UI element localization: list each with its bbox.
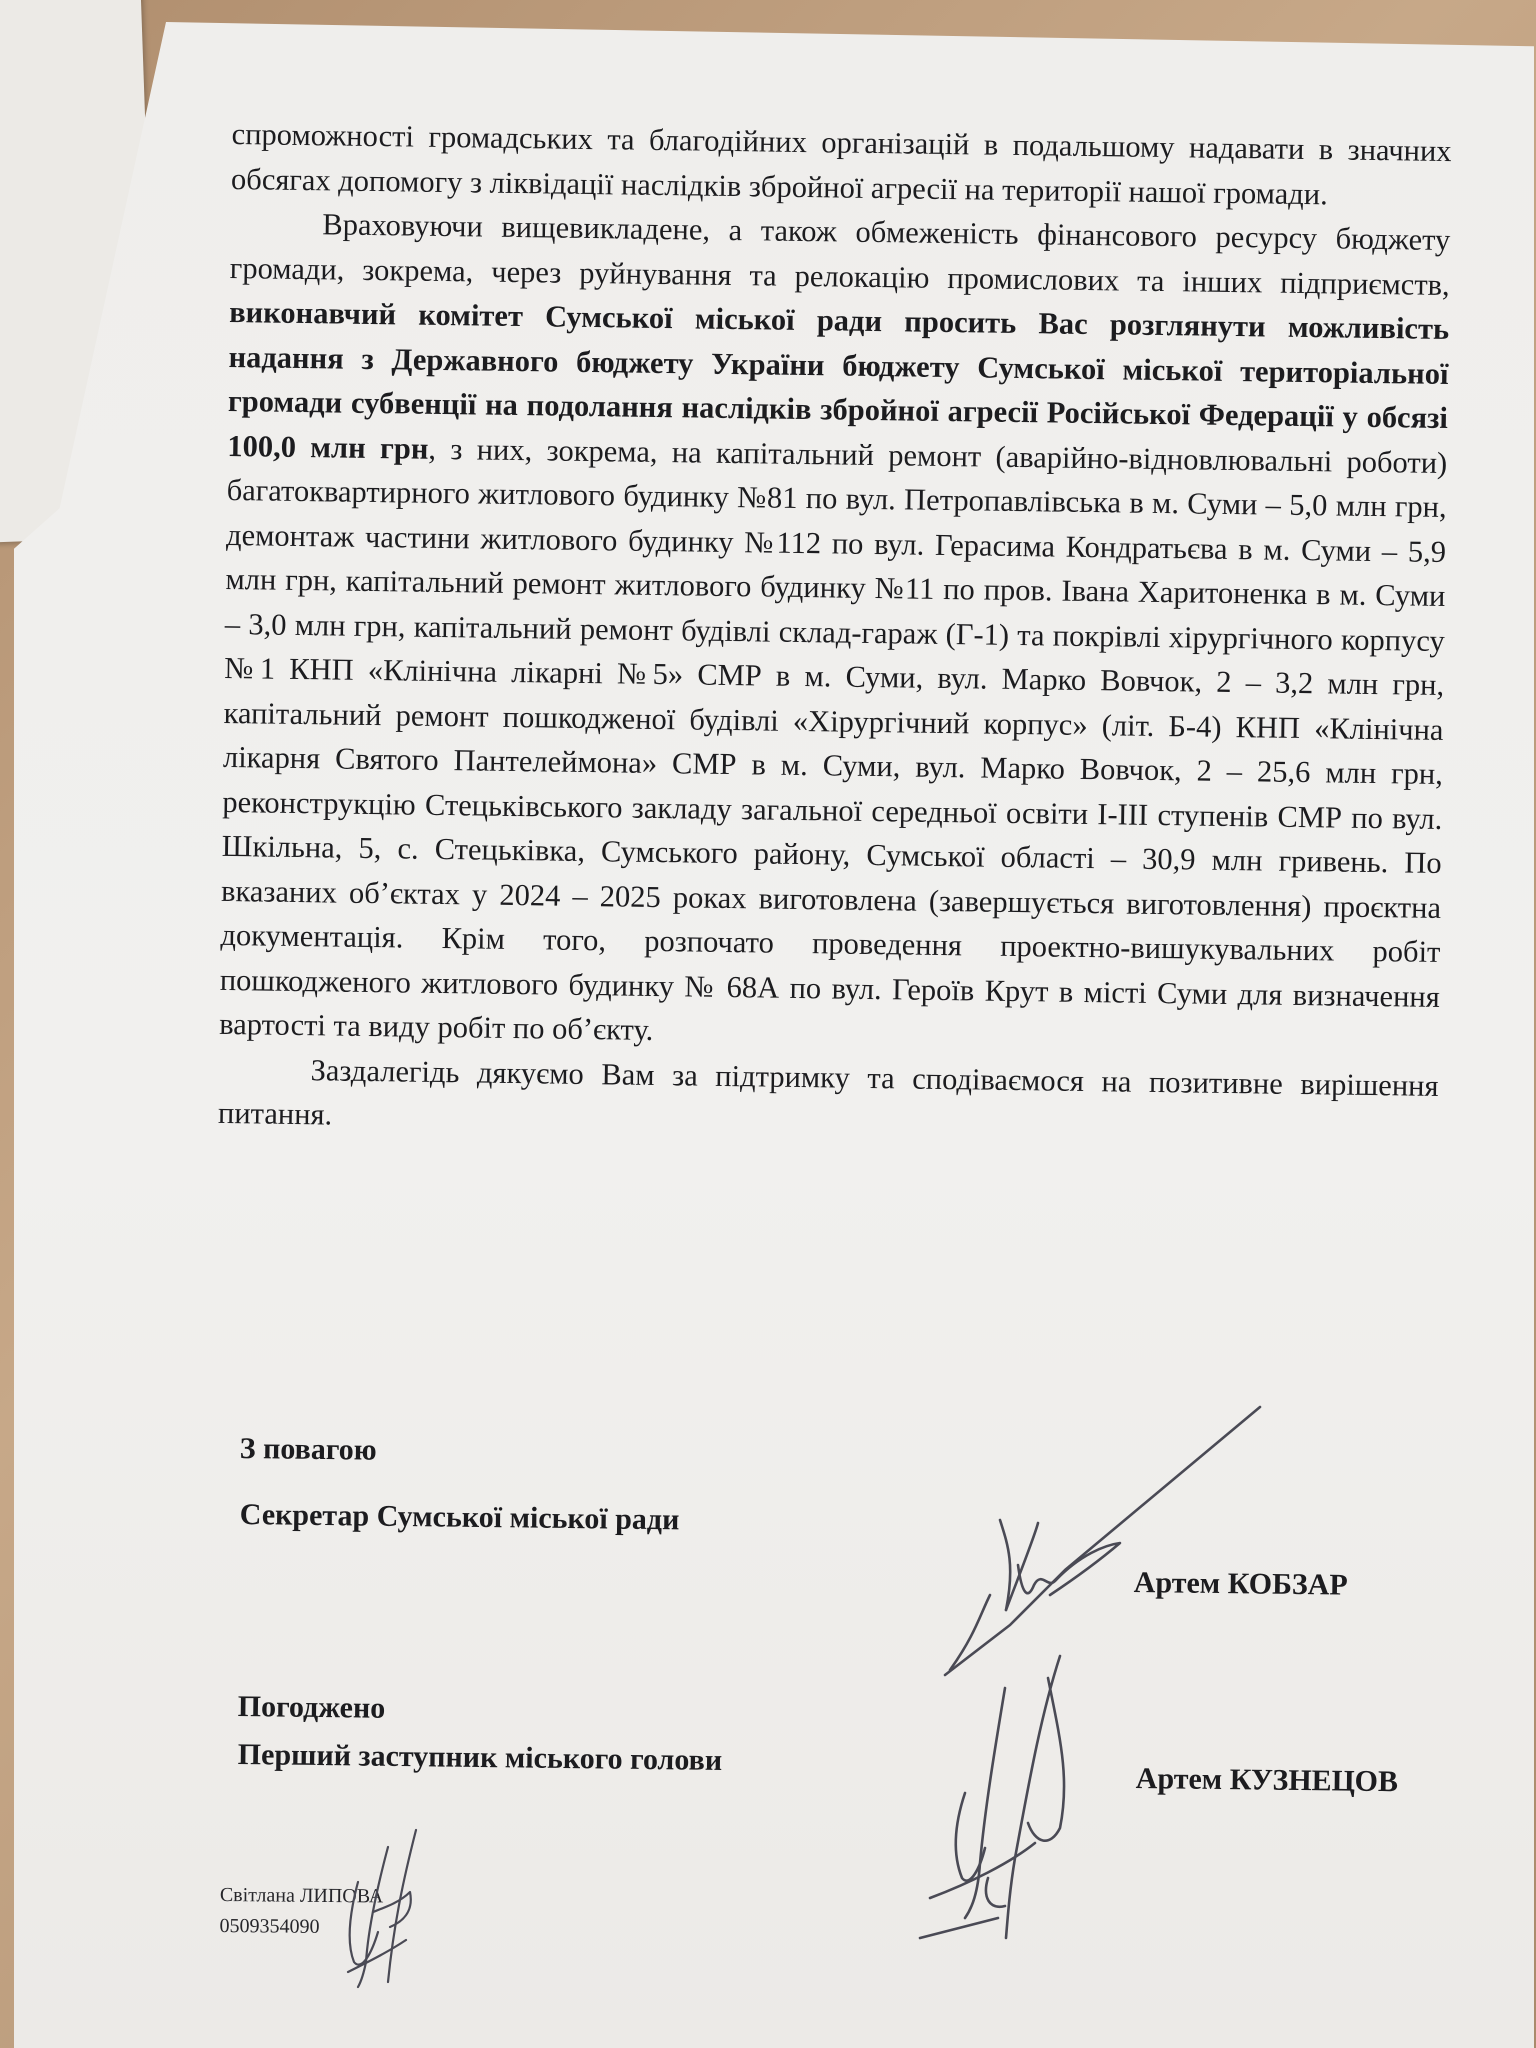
executor-phone: 0509354090 [219, 1914, 320, 1938]
deputy-signature [910, 1648, 1100, 1948]
paragraph-3: Заздалегідь дякуємо Вам за підтримку та сподіваємося на позитивне вирішення питання. [217, 1052, 1439, 1132]
paragraph-2 [219, 201, 1451, 1063]
paragraph-2-request: виконавчий комітет Сумської міської ради просить Вас розглянути можливість надання з Державного бюджету України бюджету Сумської міської територіальної громади субвенції на подолання наслідків збройної агресії Російської Федерації у обсязі 100,0 млн грн [227, 294, 1450, 466]
executor-signature [328, 1822, 438, 1992]
approved-label: Погоджено [237, 1690, 386, 1725]
secretary-name: Артем КОБЗАР [1133, 1566, 1348, 1602]
paragraph-2-intro: Враховуючи вищевикладене, а також обмеженість фінансового ресурсу бюджету громади, зокрема, через руйнування та релокацію промислових та інших підприємств, [229, 207, 1451, 302]
deputy-name: Артем КУЗНЕЦОВ [1135, 1762, 1399, 1799]
executor-name: Світлана ЛИПОВА [219, 1883, 384, 1908]
letter-body [218, 112, 1452, 1152]
deputy-title: Перший заступник міського голови [237, 1738, 723, 1777]
secretary-title: Секретар Сумської міської ради [239, 1498, 680, 1537]
regards-line: З повагою [239, 1432, 377, 1467]
paragraph-1: спроможності громадських та благодійних організацій в подальшому надавати в значних обсягах допомогу з ліквідації наслідків збройної агресії на території нашої громади. [230, 116, 1452, 211]
paragraph-2-details: , з них, зокрема, на капітальний ремонт (аварійно-відновлювальні роботи) багатоквартирного житлового будинку №81 по вул. Петропавлівська в м. Суми – 5,0 млн грн, демонтаж частини житлового будинку №112 по вул. Герасима Кондратьєва в м. Суми – 5,9 млн грн, капітальний ремонт житлового будинку №11 по пров. Івана Харитоненка в м. Суми – 3,0 млн грн, капітальний ремонт будівлі склад-гараж (Г-1) та покрівлі хірургічного корпусу №1 КНП «Клінічна лікарні №5» СМР в м. Суми, вул. Марко Вовчок, 2 – 3,2 млн грн, капітальний ремонт пошкодженої будівлі «Хірургічний корпус» (літ. Б-4) КНП «Клінічна лікарня Святого Пантелеймона» СМР в м. Суми, вул. Марко Вовчок, 2 – 25,6 млн грн, реконструкцію Стецьківського закладу загальної середньої освіти І-ІІІ ступенів СМР по вул. Шкільна, 5, с. Стецьківка, Сумського району, Сумської області – 30,9 млн гривень. По вказаних об’єктах у 2024 – 2025 роках виготовлена (завершується виготовлення) проєктна документація. Крім того, розпочато проведення проектно-вишукувальних робіт пошкодженого житлового будинку № 68А по вул. Героїв Крут в місті Суми для визначення вартості та виду робіт по об’єкту. [219, 431, 1448, 1047]
